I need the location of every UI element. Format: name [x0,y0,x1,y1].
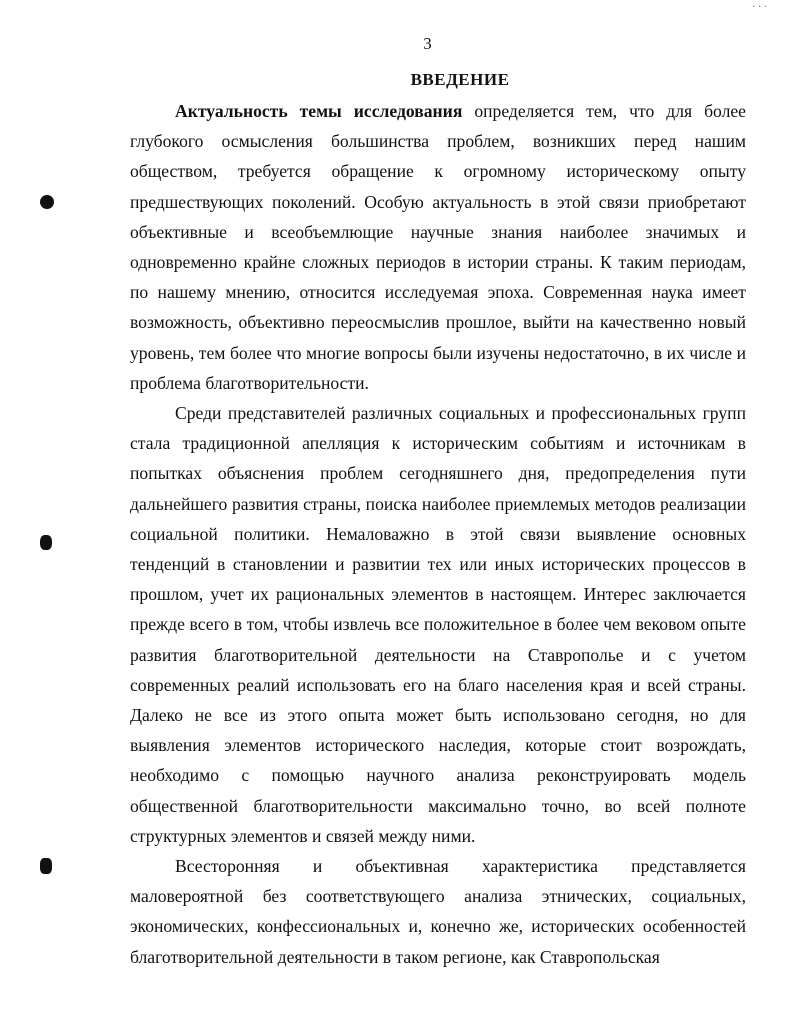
binder-hole-mark-icon [40,195,54,209]
paragraph-3: Всесторонняя и объективная характеристика представляется маловероятной без соответствующего анализа этнических, социальных, экономических, конфессиональных и, конечно же, исторических особенностей благотворительной деятельности в таком регионе, как Ставропольская [130,856,746,967]
paragraph-2: Среди представителей различных социальных и профессиональных групп стала традиционной апелляция к историческим событиям и источникам в попытках объяснения проблем сегодняшнего дня, предопределения пути дальнейшего развития страны, поиска наиболее приемлемых методов реализации социальной политики. Немаловажно в этой связи выявление основных тенденций в становлении и развитии тех или иных исторических процессов в прошлом, учет их рациональных элементов в настоящем. Интерес заключается прежде всего в том, чтобы извлечь все положительное в более чем вековом опыте развития благотворительной деятельности на Ставрополье и с учетом современных реалий использовать его на благо населения края и всей страны. Далеко не все из этого опыта может быть использовано сегодня, но для выявления элементов исторического наследия, которые стоит возрождать, необходимо с помощью научного анализа реконструировать модель общественной благотворительности максимально точно, во всей полноте структурных элементов и связей между ними. [130,403,746,846]
paragraph-1 [130,96,746,398]
page-number: 3 [423,34,432,53]
paragraph-1-text: определяется тем, что для более глубокого осмысления большинства проблем, возникших перед нашим обществом, требуется обращение к огромному историческому опыту предшествующих поколений. Особую актуальность в этой связи приобретают объективные и всеобъемлющие научные знания наиболее значимых и одновременно крайне сложных периодов в истории страны. К таким периодам, по нашему мнению, относится исследуемая эпоха. Современная наука имеет возможность, объективно переосмыслив прошлое, выйти на качественно новый уровень, тем более что многие вопросы были изучены недостаточно, в их числе и проблема благотворительности. [130,101,746,393]
page-title: ВВЕДЕНИЕ [410,70,510,89]
body-text [130,96,746,972]
paragraph-1-lead: Актуальность темы исследования [175,101,463,121]
scan-speck-icon: · · · [752,2,767,13]
binder-hole-mark-icon [40,535,52,550]
binder-hole-mark-icon [40,858,52,874]
